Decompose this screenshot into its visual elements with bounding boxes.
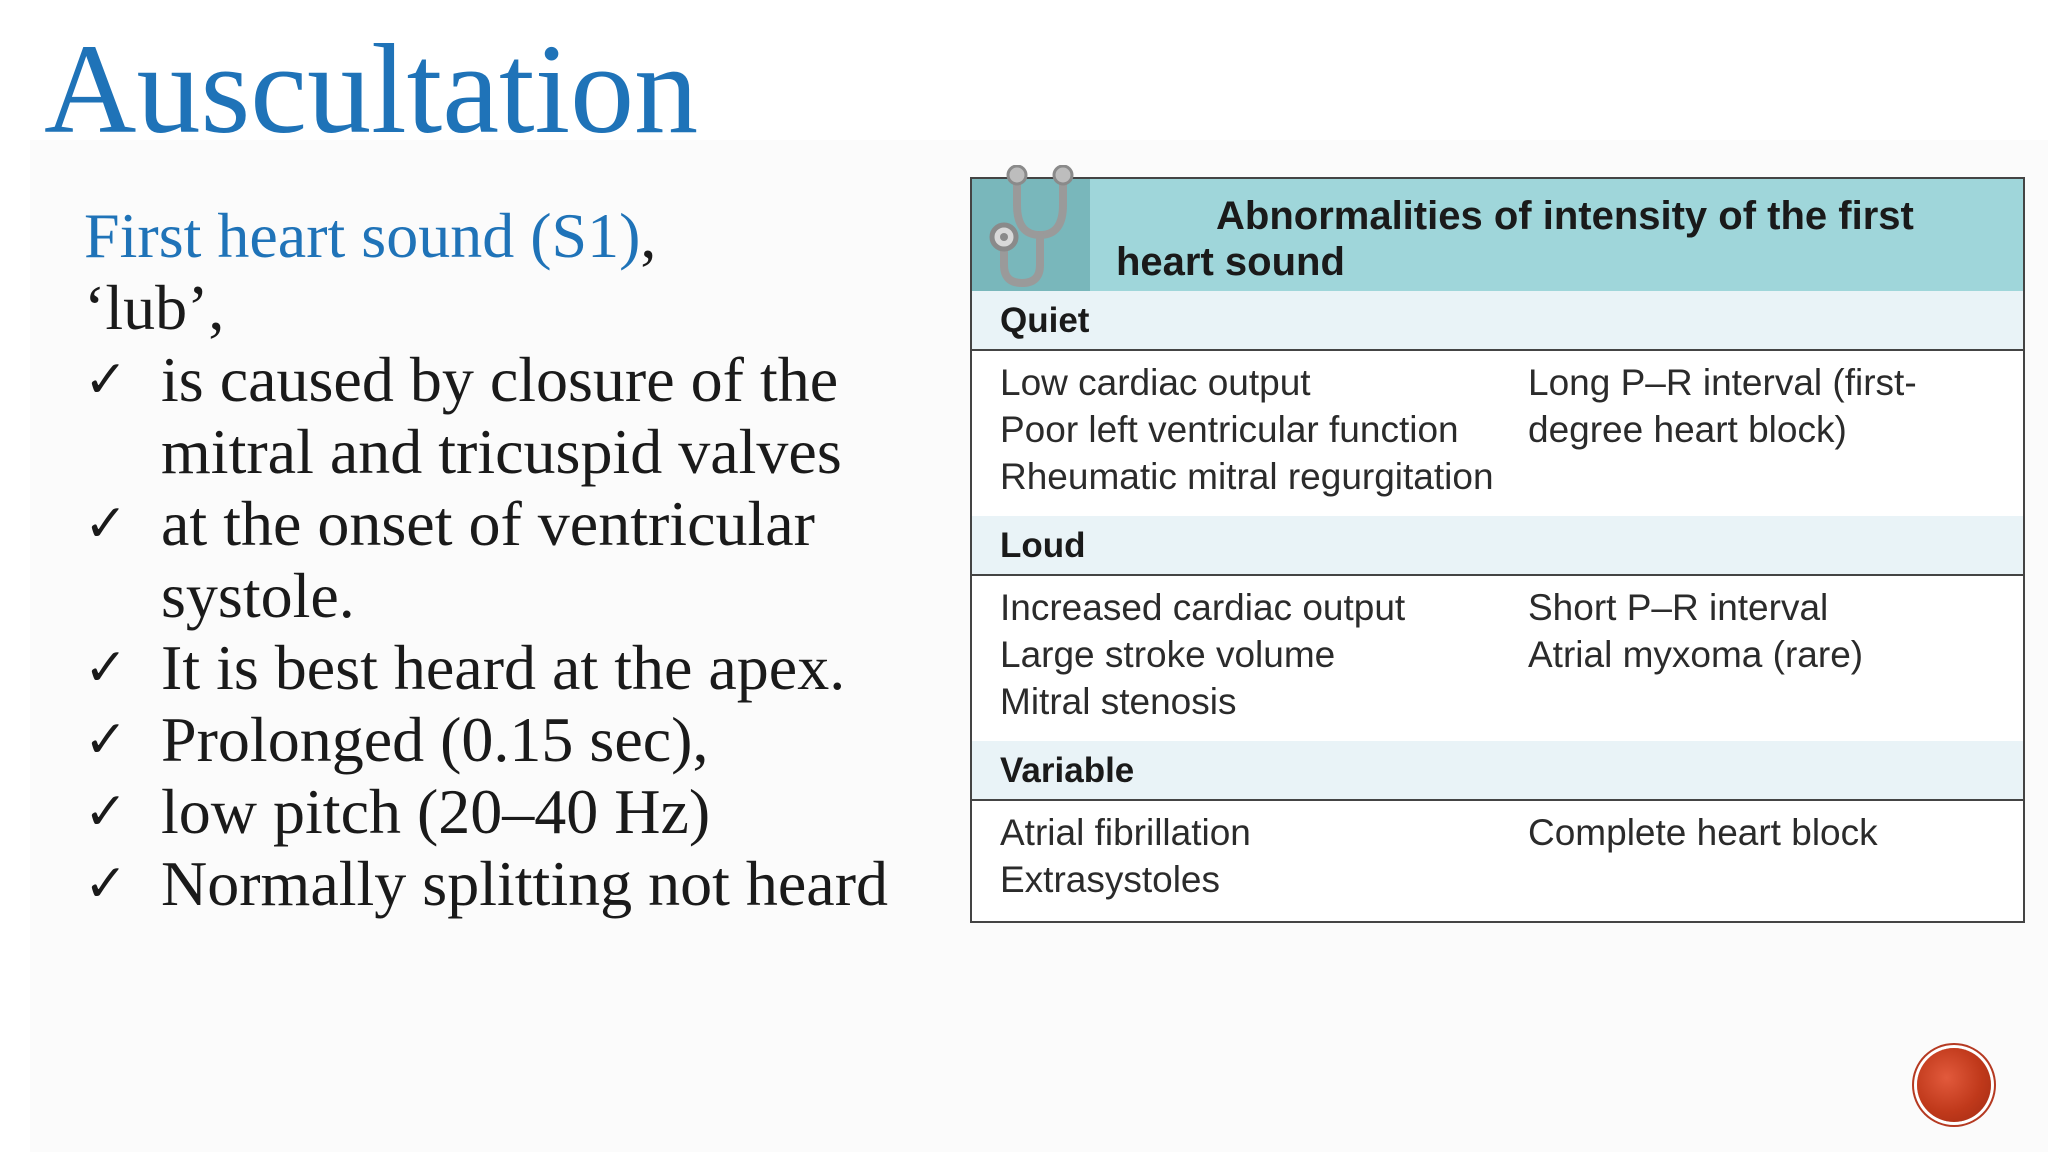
table-cell: Rheumatic mitral regurgitation <box>1000 456 1494 497</box>
section-right-column <box>1528 584 2008 678</box>
table-cell: degree heart block) <box>1528 409 1847 450</box>
bullet-text: low pitch (20–40 Hz) <box>161 776 711 847</box>
slide-content <box>84 200 964 920</box>
intensity-table <box>970 177 2025 923</box>
check-icon: ✓ <box>84 638 128 698</box>
bullet-text: Prolonged (0.15 sec), <box>161 704 709 775</box>
s1-heading <box>84 200 964 272</box>
table-cell: Complete heart block <box>1528 812 1878 853</box>
table-title <box>1116 193 1996 285</box>
bullet-text: at the onset of ventricular systole. <box>161 488 815 631</box>
table-cell: Poor left ventricular function <box>1000 409 1459 450</box>
table-cell: Mitral stenosis <box>1000 681 1237 722</box>
check-icon: ✓ <box>84 782 128 842</box>
slide-title: Auscultation <box>44 18 699 160</box>
section-right-column <box>1528 359 2008 453</box>
bullet-text: It is best heard at the apex. <box>161 632 846 703</box>
bullet-text: Normally splitting not heard <box>161 848 888 919</box>
section-left-column <box>1000 584 1500 725</box>
section-left-column <box>1000 809 1500 903</box>
bullet-item <box>84 488 964 632</box>
bullet-item <box>84 344 964 488</box>
table-cell: Large stroke volume <box>1000 634 1336 675</box>
table-title-line1: Abnormalities of intensity of the first <box>1216 194 1914 238</box>
bullet-item <box>84 632 964 704</box>
check-icon: ✓ <box>84 494 128 554</box>
table-cell: Low cardiac output <box>1000 362 1311 403</box>
bullet-item <box>84 704 964 776</box>
table-cell: Short P–R interval <box>1528 587 1829 628</box>
check-icon: ✓ <box>84 710 128 770</box>
bullet-item <box>84 848 964 920</box>
section-label-variable: Variable <box>972 741 2023 801</box>
section-right-column <box>1528 809 2008 856</box>
table-cell: Atrial myxoma (rare) <box>1528 634 1864 675</box>
table-cell: Increased cardiac output <box>1000 587 1406 628</box>
s1-heading-text: First heart sound (S1) <box>84 200 641 271</box>
bullet-item <box>84 776 964 848</box>
table-cell: Long P–R interval (first- <box>1528 362 1917 403</box>
check-icon: ✓ <box>84 350 128 410</box>
table-cell: Atrial fibrillation <box>1000 812 1251 853</box>
table-header <box>972 179 2023 291</box>
s1-heading-comma: , <box>640 200 657 271</box>
table-cell: Extrasystoles <box>1000 859 1221 900</box>
lub-line: ‘lub’, <box>84 272 225 343</box>
section-label-quiet: Quiet <box>972 291 2023 351</box>
section-left-column <box>1000 359 1500 500</box>
section-label-loud: Loud <box>972 516 2023 576</box>
bullet-text: is caused by closure of the mitral and tricuspid valves <box>161 344 842 487</box>
table-title-line2: heart sound <box>1116 240 1345 284</box>
stethoscope-icon <box>972 165 1090 291</box>
slide-nav-button[interactable] <box>1917 1048 1991 1122</box>
check-icon: ✓ <box>84 854 128 914</box>
bullet-list <box>84 344 964 920</box>
